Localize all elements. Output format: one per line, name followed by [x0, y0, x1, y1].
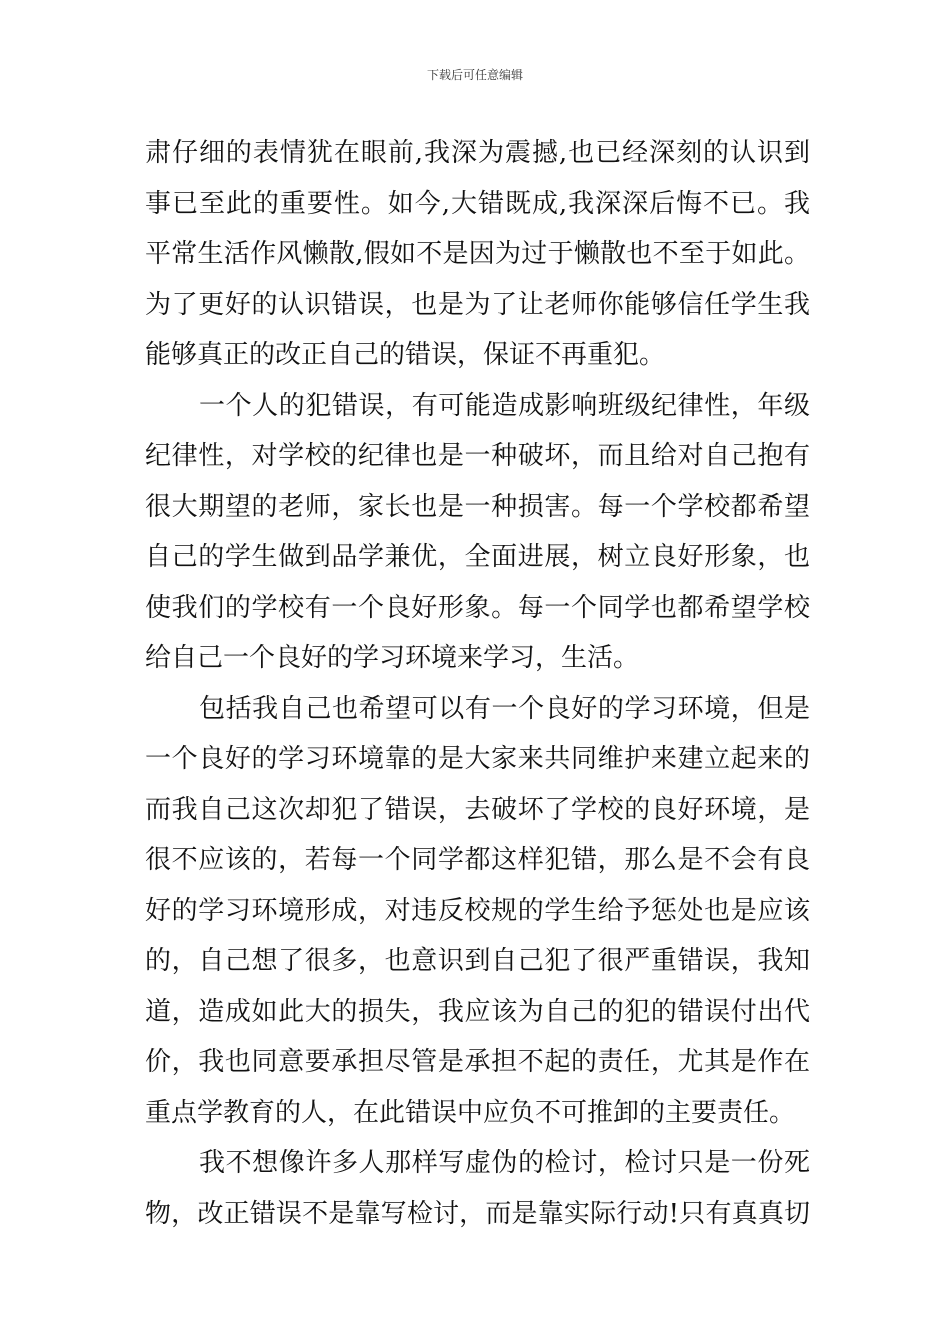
text-line: 给自己一个良好的学习环境来学习，生活。 [145, 643, 640, 673]
document-body [145, 128, 810, 1239]
paragraph [145, 684, 810, 1139]
text-line: 自己的学生做到品学兼优，全面进展，树立良好形象，也 [145, 542, 810, 572]
text-line: 为了更好的认识错误，也是为了让老师你能够信任学生我 [145, 289, 810, 320]
text-line: 我不想像许多人那样写虚伪的检讨，检讨只是一份死 [199, 1148, 810, 1178]
text-line: 一个人的犯错误，有可能造成影响班级纪律性，年级 [199, 390, 810, 421]
text-line: 很不应该的，若每一个同学都这样犯错，那么是不会有良 [145, 845, 810, 875]
text-line: 道，造成如此大的损失，我应该为自己的犯的错误付出代 [145, 996, 810, 1027]
text-line: 事已至此的重要性。如今,大错既成,我深深后悔不已。我 [145, 188, 810, 219]
text-line: 价，我也同意要承担尽管是承担不起的责任，尤其是作在 [145, 1047, 810, 1077]
paragraph [145, 1138, 810, 1239]
page-header: 下载后可任意编辑 [426, 68, 523, 82]
text-line: 一个良好的学习环境靠的是大家来共同维护来建立起来的 [145, 744, 810, 774]
paragraph [145, 128, 810, 381]
text-line: 平常生活作风懒散,假如不是因为过于懒散也不至于如此。 [145, 239, 810, 269]
text-line: 肃仔细的表情犹在眼前,我深为震撼,也已经深刻的认识到 [145, 138, 810, 168]
text-line: 好的学习环境形成，对违反校规的学生给予惩处也是应该 [145, 895, 810, 926]
text-line: 包括我自己也希望可以有一个良好的学习环境，但是 [199, 693, 810, 724]
text-line: 重点学教育的人，在此错误中应负不可推卸的主要责任。 [145, 1097, 796, 1128]
paragraph [145, 381, 810, 684]
text-line: 纪律性，对学校的纪律也是一种破坏，而且给对自己抱有 [145, 441, 810, 471]
text-line: 而我自己这次却犯了错误，去破坏了学校的良好环境，是 [145, 794, 810, 825]
text-line: 能够真正的改正自己的错误，保证不再重犯。 [145, 340, 666, 370]
text-line: 物，改正错误不是靠写检讨，而是靠实际行动!只有真真切 [145, 1198, 810, 1229]
text-line: 很大期望的老师，家长也是一种损害。每一个学校都希望 [145, 491, 810, 522]
text-line: 的，自己想了很多，也意识到自己犯了很严重错误，我知 [145, 946, 810, 976]
text-line: 使我们的学校有一个良好形象。每一个同学也都希望学校 [145, 592, 810, 623]
